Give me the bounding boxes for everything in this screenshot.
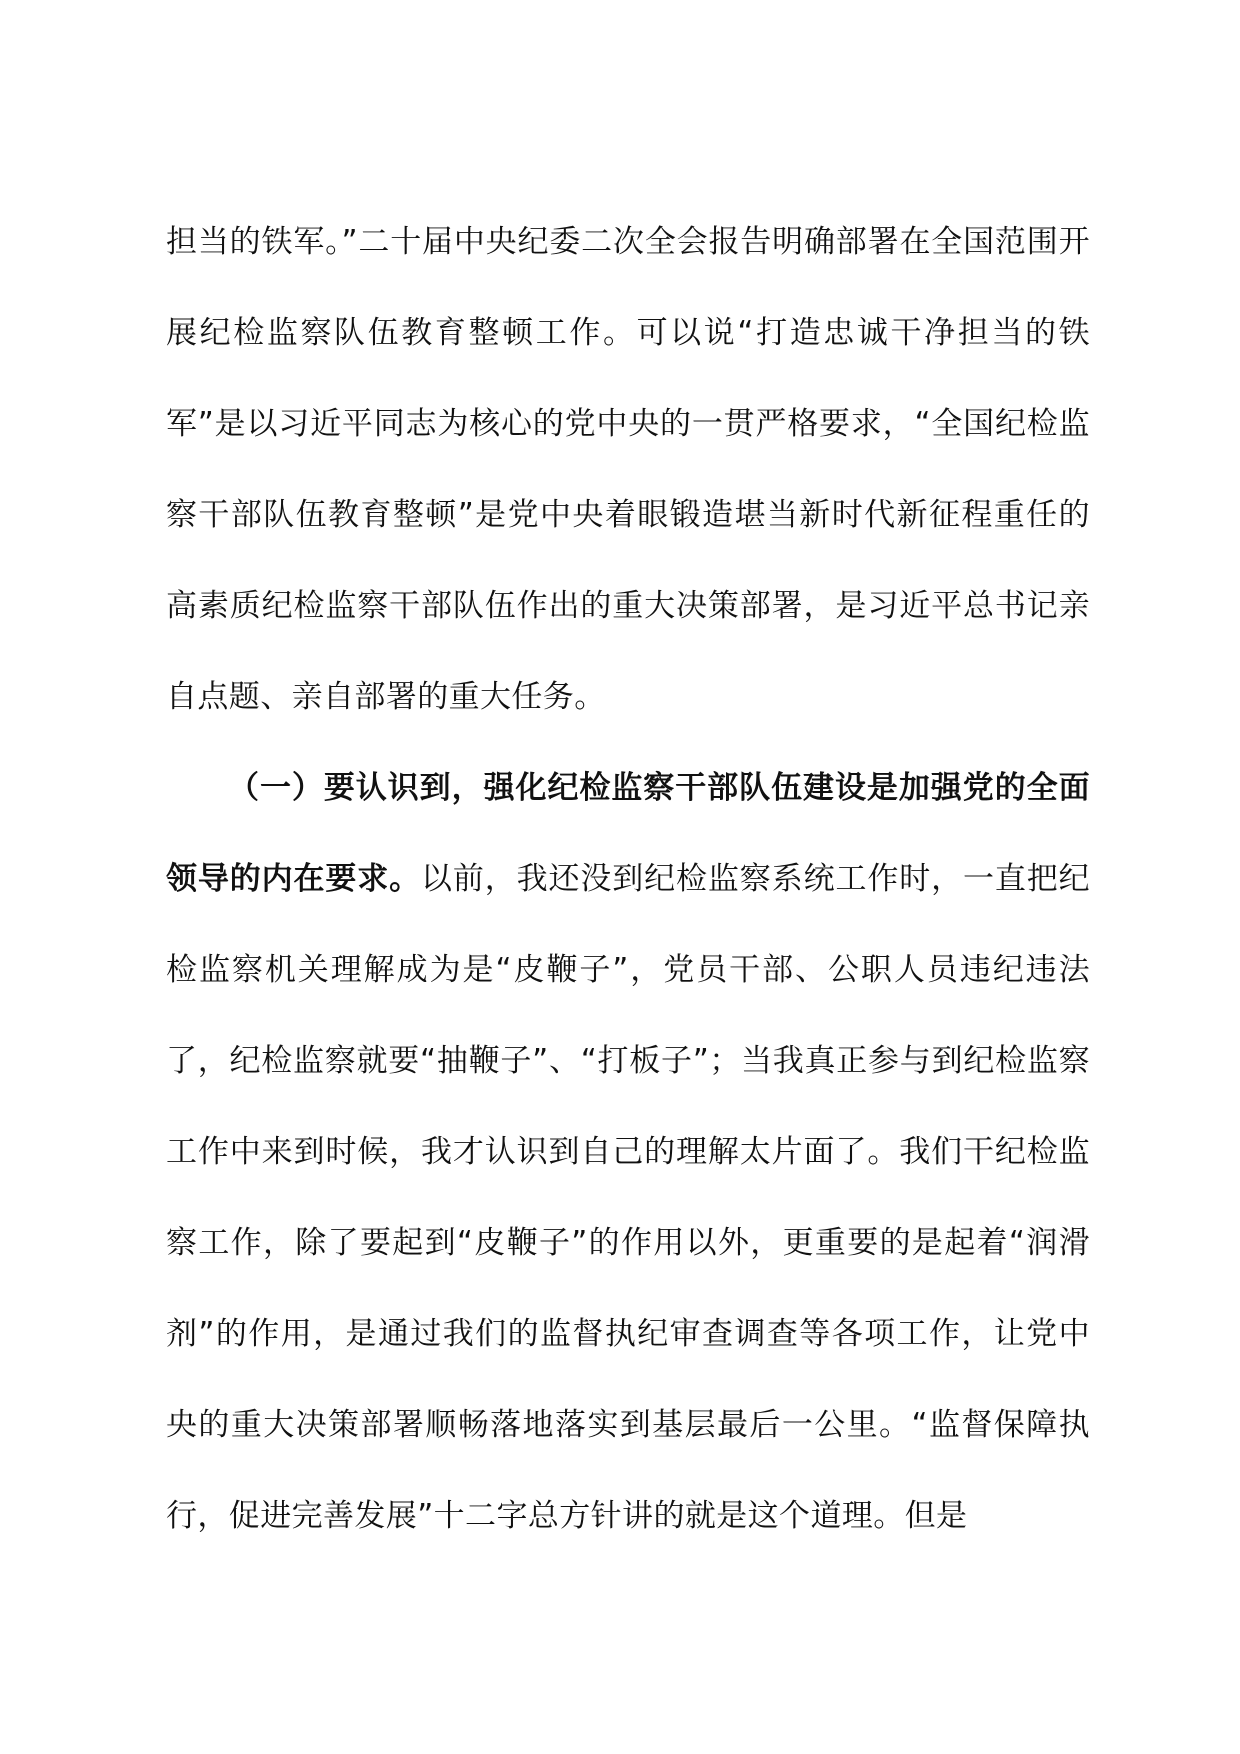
document-body bbox=[166, 197, 1090, 1562]
paragraph-continuation: 担当的铁军。”二十届中央纪委二次全会报告明确部署在全国范围开展纪检监察队伍教育整顿工作。可以说“打造忠诚干净担当的铁军”是以习近平同志为核心的党中央的一贯严格要求，“全国纪检监察干部队伍教育整顿”是党中央着眼锻造堪当新时代新征程重任的高素质纪检监察干部队伍作出的重大决策部署，是习近平总书记亲自点题、亲自部署的重大任务。 bbox=[166, 224, 1090, 715]
section-body-text: 以前，我还没到纪检监察系统工作时，一直把纪检监察机关理解成为是“皮鞭子”，党员干部、公职人员违纪违法了，纪检监察就要“抽鞭子”、“打板子”；当我真正参与到纪检监察工作中来到时候，我才认识到自己的理解太片面了。我们干纪检监察工作，除了要起到“皮鞭子”的作用以外，更重要的是起着“润滑剂”的作用，是通过我们的监督执纪审查调查等各项工作，让党中央的重大决策部署顺畅落地落实到基层最后一公里。“监督保障执行，促进完善发展”十二字总方针讲的就是这个道理。但是 bbox=[166, 861, 1090, 1534]
paragraph-section-one bbox=[166, 743, 1090, 1562]
section-heading: （一）要认识到，强化纪检监察干部队伍建设是加强党的全面领导的内在要求。 bbox=[166, 770, 1090, 897]
